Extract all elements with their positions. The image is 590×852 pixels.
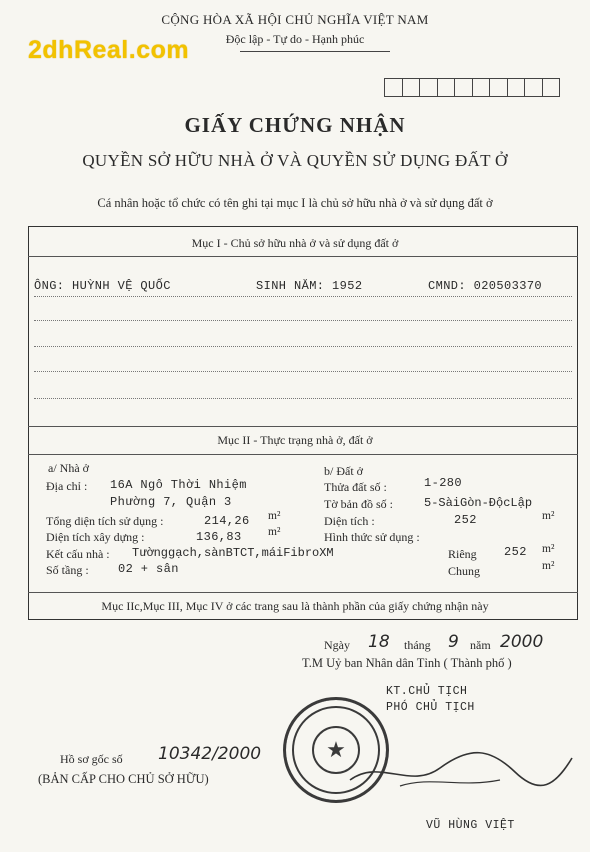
- republic-header: CỘNG HÒA XÃ HỘI CHỦ NGHĨA VIỆT NAM: [161, 12, 429, 27]
- section2-top-divider: [28, 426, 578, 427]
- floors-value: 02 + sân: [118, 562, 179, 576]
- land-heading: b/ Đất ở: [324, 464, 364, 478]
- dotted-line: [34, 398, 572, 399]
- map-label: Tờ bản đồ số :: [324, 497, 394, 511]
- date-year-value: 2000: [500, 632, 544, 652]
- built-area-value: 136,83: [196, 530, 242, 544]
- total-area-label: Tổng diện tích sử dụng :: [46, 514, 164, 528]
- address-line-1: 16A Ngô Thời Nhiệm: [110, 478, 247, 492]
- date-day-label: Ngày: [324, 638, 350, 652]
- land-area-label: Diện tích :: [324, 514, 375, 528]
- motto: Độc lập - Tự do - Hạnh phúc: [225, 32, 365, 46]
- signer-title-1: KT.CHỦ TỊCH: [386, 685, 468, 698]
- document-subtitle: QUYỀN SỞ HỮU NHÀ Ở VÀ QUYỀN SỬ DỤNG ĐẤT Ở: [82, 151, 508, 170]
- private-value: 252: [504, 545, 527, 559]
- date-year-label: năm: [470, 638, 491, 652]
- star-icon: ★: [312, 726, 360, 774]
- section1-heading: Mục I - Chủ sở hữu nhà ở và sử dụng đất ở: [191, 236, 399, 250]
- footer-divider: [28, 592, 578, 593]
- handwritten-signature: [340, 728, 580, 798]
- floors-label: Số tầng :: [46, 563, 89, 577]
- dotted-line: [34, 371, 572, 372]
- motto-underline: [240, 51, 390, 52]
- owner-name: ÔNG: HUỲNH VỆ QUỐC: [34, 279, 171, 293]
- dotted-line: [34, 320, 572, 321]
- address-line-2: Phường 7, Quận 3: [110, 495, 232, 509]
- file-number-label: Hồ sơ gốc số: [60, 752, 123, 766]
- shared-label: Chung: [448, 564, 481, 578]
- copy-note: (BẢN CẤP CHO CHỦ SỞ HỮU): [38, 772, 209, 786]
- document-title: GIẤY CHỨNG NHẬN: [184, 113, 406, 137]
- owner-id-number: CMND: 020503370: [428, 279, 543, 293]
- private-unit: m²: [542, 543, 555, 555]
- authority-name: T.M Uỷ ban Nhân dân Tỉnh ( Thành phố ): [302, 656, 512, 670]
- shared-unit: m²: [542, 560, 555, 572]
- owner-birth-year: SINH NĂM: 1952: [256, 279, 363, 293]
- usage-label: Hình thức sử dụng :: [324, 530, 420, 544]
- signer-title-2: PHÓ CHỦ TỊCH: [386, 701, 475, 714]
- built-area-unit: m²: [268, 526, 281, 538]
- lot-value: 1-280: [424, 476, 463, 490]
- dotted-line: [34, 296, 572, 297]
- section1-divider: [28, 256, 578, 257]
- address-label: Địa chỉ :: [46, 479, 88, 493]
- total-area-unit: m²: [268, 510, 281, 522]
- file-number-value: 10342/2000: [158, 744, 262, 764]
- footer-note: Mục IIc,Mục III, Mục IV ở các trang sau là thành phần của giấy chứng nhận này: [101, 599, 489, 613]
- section2-divider: [28, 454, 578, 455]
- signer-name: VŨ HÙNG VIỆT: [426, 819, 515, 832]
- private-label: Riêng: [448, 547, 477, 561]
- serial-number-boxes: [384, 78, 560, 97]
- built-area-label: Diện tích xây dựng :: [46, 530, 145, 544]
- land-area-unit: m²: [542, 510, 555, 522]
- lot-label: Thửa đất số :: [324, 480, 387, 494]
- structure-value: Tườnggạch,sànBTCT,máiFibroXM: [132, 546, 334, 560]
- date-month-value: 9: [448, 632, 459, 652]
- intro-text: Cá nhân hoặc tổ chức có tên ghi tại mục I là chủ sở hữu nhà ở và sử dụng đất ở: [97, 196, 493, 210]
- map-value: 5-SàiGòn-ĐộcLập: [424, 496, 533, 510]
- total-area-value: 214,26: [204, 514, 250, 528]
- section2-heading: Mục II - Thực trạng nhà ở, đất ở: [217, 433, 373, 447]
- structure-label: Kết cấu nhà :: [46, 547, 110, 561]
- dotted-line: [34, 346, 572, 347]
- land-area-value: 252: [454, 513, 477, 527]
- date-day-value: 18: [368, 632, 390, 652]
- house-heading: a/ Nhà ở: [48, 461, 89, 475]
- watermark-logo: 2dhReal.com: [28, 36, 190, 64]
- date-month-label: tháng: [404, 638, 431, 652]
